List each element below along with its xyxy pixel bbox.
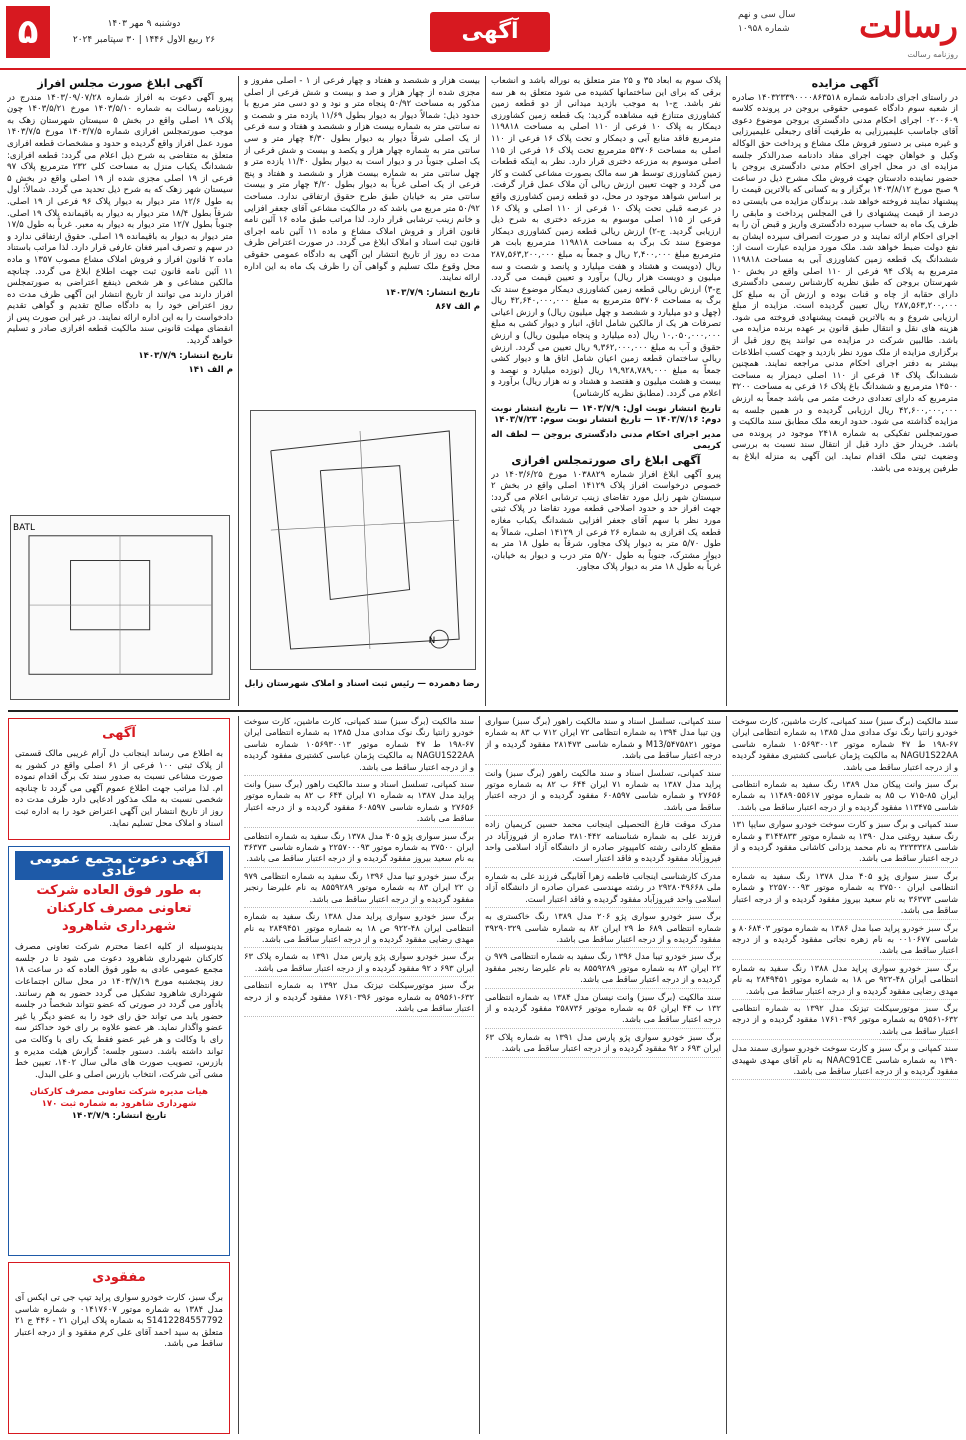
issue-label: شماره ۱۰۹۵۸ bbox=[738, 24, 790, 34]
assembly-invitation bbox=[8, 846, 230, 1256]
lost-item: برگ سبز موتورسیکلت تیزتک مدل ۱۳۹۲ به شماره انتظامی ۶۳۲-۵۹۵۶۱ به شماره موتور ۱۷۶۱۰۳۹۶ مفقود گردیده و از درجه اعتبار ساقط می باشد. bbox=[732, 1003, 958, 1040]
column-expert-report bbox=[491, 76, 721, 706]
column-divider bbox=[726, 76, 727, 706]
lost-item: برگ سبز خودرو سواری پژو پارس مدل ۱۳۹۱ به شماره پلاک ۶۳ ایران ۶۹۳ د ۹۲ مفقود گردیده و از درجه اعتبار ساقط می باشد. bbox=[244, 951, 474, 977]
lost-item: برگ سبز خودرو سواری پراید مدل ۱۳۸۸ رنگ سفید به شماره انتظامی ایران ۴۸-۹۲۲ ص ۱۸ به شماره موتور ۲۸۴۹۴۵۱ به نام مهدی رضایی مفقود گردیده و از درجه اعتبار ساقط می باشد. bbox=[244, 911, 474, 948]
zabol-signature bbox=[244, 676, 480, 706]
assembly-signature: هیات مدیره شرکت تعاونی مصرف کارکنان شهرداری شاهرود به شماره ثبت ۱۷۰ bbox=[29, 1087, 209, 1109]
plan-title-label: BATL bbox=[13, 522, 35, 533]
zabol-notice-body: بیست هزار و ششصد و هفتاد و چهار فرعی از ۱ - اصلی مفروز و مجزی شده از چهار هزار و صد و بیست و شش فرعی از اصلی مذکور به مساحت ۵۰/۹۲ پنجاه متر و نود و دو دسی متر مربع با حدود ذیل: شمالاً دیوار به دیوار بطول ۱۱/۶۹ یازده متر و شصت و نه سانتی متر به شماره بیست هزار و ششصد و هفتاد و سه فرعی از یک اصلی شرقاً دیوار به دیوار بطول ۴/۳۰ چهار متر و سی سانتی متر به شماره چهار هزار و یکصد و بیست و شش فرعی از یک اصلی جنوباً در و دیوار است به دیوار بطول ۱۱/۴۰ یازده متر و چهل سانتی متر به شماره بیست هزار و ششصد و هفتاد و پنج فرعی از یک اصلی غرباً به دیوار بطول ۴/۲۰ چهار متر و بیست سانتی متر به خیابان طبق طرح حقوق ارتفاقی ندارد. مساحت ۵۰/۹۲ متر مربع می باشد که در مالکیت مشاعی آقای جعفر افزایی و خانم زینب ترشابی قرار دارد. لذا مراتب طبق ماده ۱۶ آئین نامه قانون افراز و فروش املاک مشاع و ماده ۱۱ آئین نامه اجرای قانون ثبت اسناد و املاک ابلاغ می گردد. در صورت اعتراض ظرف مدت ده روز از تاریخ انتشار این آگهی به دادگاه عمومی حقوقی محل وقوع ملک تسلیم و گواهی آن را ظرف یک ماه به این اداره ارائه نمایند. bbox=[244, 76, 480, 284]
lost-item: برگ سبز وانت پیکان مدل ۱۳۸۹ رنگ سفید به شماره انتظامی ایران ۸۵-۷۱۵ ب ۸۵ به شماره موتور ۱۱۴۸۹۰۵۵۶۱۷ به شماره شاسی ۱۱۳۴۷۵ مفقود گردیده و از درجه اعتبار ساقط می باشد. bbox=[732, 779, 958, 816]
lost-item: برگ سبز خودرو سواری پژو پارس مدل ۱۳۹۱ به شماره پلاک ۶۳ ایران ۶۹۳ د ۹۲ مفقود گردیده و از درجه اعتبار ساقط می باشد. bbox=[485, 1032, 721, 1058]
expert-report-signature: مدیر اجرای احکام مدنی دادگستری بروجن — لطف اله کریمی bbox=[491, 429, 721, 452]
assembly-date: تاریخ انتشار: ۱۴۰۳/۷/۹ bbox=[71, 1110, 167, 1121]
column-auction-notice bbox=[732, 76, 958, 776]
date-block bbox=[54, 16, 234, 48]
lost-item: سند کمپانی، تسلسل اسناد و سند مالکیت راهور (برگ سبز) سواری ون تیبا مدل ۱۳۹۴ به شماره انتظامی ۷۲ ایران ۷۱۲ ب ۸۳ به شماره موتور M13/۵۴۷۵۸۲۱ و شماره شاسی ۲۸۱۴۷۳ مفقود گردیده و از درجه اعتبار ساقط می باشد. bbox=[485, 716, 721, 765]
lost-documents-column-middle bbox=[485, 716, 721, 1434]
partition-ruling-title: آگهی ابلاغ رای صورتمجلس افرازی bbox=[511, 454, 701, 467]
plan-north-label: N bbox=[428, 636, 436, 647]
site-plan-zabol bbox=[250, 410, 476, 670]
notice-box-general bbox=[8, 718, 230, 840]
assembly-banner: آگهی دعوت مجمع عمومی عادی bbox=[15, 851, 223, 880]
lost-notice-body: برگ سبز، کارت خودرو سواری پراید تیپ جی تی ایکس آی مدل ۱۳۸۴ به شماره موتور ۰۱۴۱۷۶۰۷ و شماره شاسی S1412284557792 به شماره پلاک ایران ۲۱ - ۴۴۶ ج ۲۱ متعلق به سید احمد آقای علی کرم مفقود و از درجه اعتبار ساقط می باشد. bbox=[15, 1293, 224, 1350]
partition-ruling-body: پیرو آگهی ابلاغ افراز شماره ۱۰۳۸۸۲۹ مورخ ۱۴۰۳/۶/۲۵ در خصوص درخواست افراز پلاک ۱۴۱۲۹ اصلی واقع در بخش ۲ سیستان شهر زابل مورد تقاضای زینب ترشابی اعلام می گردد: جهت افراز حد و حدود اصلاحی قطعه مورد تقاضا در پلاک ثبتی مورد نظر با سهم آقای جعفر افزایی ششدانگ یکباب مغازه قطعه یک افرازی به شماره ۲۶ فرعی از ۱۴۱۲۹ اصلی، شمالاً به طول ۵/۷۰ متر به دیوار پلاک مجاور، شرقاً به طول ۱۸ متر به دیوار مشترک، جنوباً به طول ۵/۷۰ متر درب و دیوار به خیابان، غرباً به طول ۱۸ متر به دیوار پلاک مجاور. bbox=[491, 469, 721, 573]
column-divider bbox=[238, 716, 239, 1434]
brand-name: رسالت bbox=[858, 6, 958, 46]
site-plan-drawing-2 bbox=[11, 516, 229, 699]
zabol-notice-date: تاریخ انتشار: ۱۴۰۳/۷/۹ bbox=[385, 287, 480, 298]
auction-notice-body: در راستای اجرای دادنامه شماره ۱۴۰۳۲۳۳۹۰۰۰۰۸۶۳۵۱۸ صادره از شعبه سوم دادگاه عمومی حقوقی بروجن در پرونده کلاسه ۰۲۰۰۶۰۹ اجرای احکام مدنی دادگستری بروجن موضوع دعوی آقای جاماسب علیمیرزایی به طرفیت آقای رجبعلی علیمیرزایی و غیره مبنی بر دستور فروش ملک مشاع و پرداخت حق الوکاله وکیل و خواهان جهت اجرای مفاد دادنامه صدرالذکر جلسه مزایده ای در محل اجرای احکام مدنی دادگستری بروجن با حضور نماینده دادستان جهت فروش ملک مشرح ذیل در ساعت ۹ صبح مورخ ۱۴۰۳/۸/۱۲ برگزار و به کسانی که بالاترین قیمت را پیشنهاد نمایند فروخته خواهد شد. برندگان مزایده می بایستی ده درصد از قیمت پیشنهادی را فی المجلس پرداخت و مابقی را ظرف یک ماه به حساب سپرده دادگستری واریز و قبض آن را به اجرای احکام ارائه نمایند و در صورت انصراف سپرده ایشان به نفع دولت ضبط خواهد شد. ملک مورد مزایده عبارت است از: ششدانگ یک قطعه زمین کشاورزی آبی به مساحت ۱۱۹۸۱۸ مترمربع به پلاک ۹۴ فرعی از ۱۱۰ اصلی واقع در بخش ۱۰ شهرستان بروجن که طبق نظریه کارشناس رسمی دادگستری دارای حقابه از چاه و قنات بوده و ارزش آن به مبلغ کل ۲۸۷,۵۶۳,۲۰۰,۰۰۰ ریال تعیین گردیده است. مزایده از مبلغ ارزیابی شروع و به بالاترین قیمت پیشنهادی فروخته می شود. هزینه های نقل و انتقال طبق قانون بر عهده برنده مزایده می باشد. طالبین شرکت در مزایده می توانند پنج روز قبل از برگزاری مزایده از ملک مورد نظر بازدید و جهت کسب اطلاعات بیشتر به دفتر اجرای احکام مدنی مراجعه نمایند. همچنین ششدانگ پلاک ۱۴ فرعی از ۱۱۰ اصلی دیمزار به مساحت ۱۴۵۰۰ مترمربع و ششدانگ باغ پلاک ۱۶ فرعی به مساحت ۳۲۰۰ مترمربع که دارای تعدادی درخت مثمر می باشد جمعاً به ارزش ۴۲,۶۰۰,۰۰۰,۰۰۰ ریال ارزیابی گردیده و در همین جلسه به مزایده گذاشته می شود. حدود اربعه ملک مطابق سند مالکیت و صورتمجلس تفکیکی به شماره ۲۴۱۸ موجود در پرونده می باشد. خریدار حق دارد قبل از انتقال سند نسبت به بررسی وضعیت ثبتی ملک اقدام نماید. این آگهی به منزله ابلاغ به طرفین پرونده می باشد. bbox=[732, 92, 958, 474]
notice-box-body: به اطلاع می رساند اینجانب دل آرام غریبی مالک قسمتی از پلاک ثبتی ۱۰۰ فرعی از ۶۱ اصلی واقع در کشور به صورت مشاعی نسبت به صدور سند تک برگ اقدام نموده ام. لذا مراتب جهت اطلاع عموم آگهی می گردد تا چنانچه شخصی نسبت به ملک مذکور ادعایی دارد ظرف مدت ده روز از تاریخ انتشار این آگهی اعتراض خود را به اداره ثبت اسناد و املاک محل تسلیم نماید. bbox=[15, 749, 223, 829]
lost-item: مدرک موقت فارغ التحصیلی اینجانب محمد حسین کریمیان زاده فرزند علی به شماره شناسنامه ۳۸۱۰۴۴۲ صادره از فیروزآباد در مقطع کاردانی رشته کامپیوتر صادره از دانشگاه آزاد اسلامی واحد فیروزآباد مفقود گردیده و فاقد اعتبار است. bbox=[485, 819, 721, 868]
lost-documents-column-right bbox=[732, 716, 958, 1434]
lost-item: سند مالکیت (برگ سبز) سند کمپانی، کارت ماشین، کارت سوخت خودرو زانتیا رنگ نوک مدادی مدل ۱۳۸۵ به شماره انتظامی ایران ۶۷-۱۹۸ ط ۴۷ شماره موتور ۱۰۵۶۹۳۰۰۱۳ شماره شاسی NAGU1S22AA به مالکیت پژمان عباسی کشتیری مفقود گردیده و از درجه اعتبار ساقط می باشد. bbox=[732, 716, 958, 776]
lost-item: سند کمپانی، تسلسل اسناد و سند مالکیت راهور (برگ سبز) وانت پراید مدل ۱۳۸۷ به شماره ۷۱ ایران ۶۴۴ ب ۸۲ به شماره موتور ۲۷۶۵۶ و شماره شاسی ۶۰۸۵۹۷ مفقود گردیده و از درجه اعتبار ساقط می باشد. bbox=[244, 779, 474, 828]
lost-item: برگ سبز خودرو تیبا مدل ۱۳۹۶ رنگ سفید به شماره انتظامی ۹۷۹ ن ۲۲ ایران ۸۳ به شماره موتور ۸۵۵۹۲۸۹ به نام علیرضا رنجبر مفقود گردیده و از درجه اعتبار ساقط می باشد. bbox=[244, 871, 474, 908]
auction-notice-title: آگهی مزایده bbox=[811, 77, 879, 90]
column-divider bbox=[726, 716, 727, 1434]
column-divider bbox=[485, 76, 486, 706]
column-zabol-notice bbox=[244, 76, 480, 406]
lost-notice-box bbox=[8, 1262, 230, 1434]
site-plan-zahak bbox=[10, 515, 230, 700]
lost-item: سند مالکیت (برگ سبز) وانت نیسان مدل ۱۳۸۴ به شماره انتظامی ۱۳۲ ب ۴۴ ایران ۵۶ به شماره موتور ۲۵۸۷۳۶ مفقود گردیده و از درجه اعتبار ساقط می باشد. bbox=[485, 992, 721, 1029]
lost-item: مدرک کارشناسی اینجانب فاطمه زهرا آقابیگی فرزند علی به شماره ملی ۲۹۲۸۰۴۹۶۶۸ در رشته مهندسی عمران صادره از دانشگاه آزاد اسلامی واحد فیروزآباد مفقود گردیده و فاقد اعتبار است. bbox=[485, 871, 721, 908]
lost-item: سند کمپانی و برگ سبز و کارت سوخت خودرو سواری سمند مدل ۱۳۹۰ به شماره شاسی NAAC91CE به نام آقای مهدی شهیدی مفقود گردیده و از درجه اعتبار ساقط می باشد. bbox=[732, 1043, 958, 1080]
lost-item: سند کمپانی و برگ سبز و کارت سوخت خودرو سواری سایپا ۱۳۱ رنگ سفید روغنی مدل ۱۳۹۰ به شماره موتور ۳۱۴۴۸۳۳ و شماره شاسی ۳۲۳۳۳۲۸ به نام محمد یزدانی کاشانی مفقود گردیده و از درجه اعتبار ساقط می باشد. bbox=[732, 819, 958, 868]
masthead bbox=[0, 0, 966, 70]
zabol-registry-head: رضا دهمرده — رئیس ثبت اسناد و املاک شهرستان زابل bbox=[244, 679, 480, 689]
expert-report-body: پلاک سوم به ابعاد ۳۵ و ۲۵ متر متعلق به نوراله باشد و انشعاب برقی که برای این ساختمانها کشیده می شود متعلق به هر سه نفر باشد. ج-۱ به موجب بازدید میدانی از دو قطعه زمین کشاورزی متنازع فیه مشاهده گردید: یک قطعه زمین کشاورزی دیمکار به پلاک ۱۰ فرعی از ۱۱۰ اصلی به مساحت ۱۱۹۸۱۸ مترمربع فاقد منابع آبی و دیمکار و تحت پلاک ۱۶ فرعی از ۱۱۰ اصلی به مساحت ۵۳۷۰۶ مترمربع تحت پلاک ۱۶ فرعی از ۱۱۵ اصلی موسوم به مزرعه دختری قرار دارد. نظر به اینکه قطعات زمین کشاورزی توسط هر سه مالک بصورت مشاعی کشت و کار می گردد و جهت تعیین ارزش ریالی آن ملاک عمل قرار گرفت. بر اساس شواهد موجود در محل، دو قطعه زمین کشاورزی واقع در عرصه قبلی تحت پلاک ۱۰ فرعی از ۱۱۰ اصلی و پلاک ۱۶ فرعی از ۱۱۵ اصلی موسوم به مزرعه دختری به شرح ذیل ارزیابی گردید. ج-۲) ارزش ریالی قطعه زمین کشاورزی دیمکار موضوع سند تک برگ به مساحت ۱۱۹۸۱۸ مترمربع بابت هر مترمربع مبلغ ۲,۴۰۰,۰۰۰ ریال و جمعاً به مبلغ ۲۸۷,۵۶۳,۲۰۰,۰۰۰ ریال (دویست و هشتاد و هفت میلیارد و پانصد و شصت و سه میلیون و دویست هزار ریال) برآورد و تعیین قیمت می گردد. ج-۳) ارزش ریالی قطعه زمین کشاورزی دیمکار موضوع سند تک برگ به مساحت ۵۳۷۰۶ مترمربع به مبلغ ۴۲,۶۴۰,۰۰۰,۰۰۰ ریال (چهل و دو میلیارد و ششصد و چهل میلیون ریال) و ارزش اعیانی تصرفات هر یک از مالکین شامل اتاق، انبار و دیوار کشی به مبلغ ۱۰,۰۵۰,۰۰۰,۰۰۰ ریال (ده میلیارد و پنجاه میلیون ریال) و ارزش حقوق و آب به مبلغ ۹,۳۶۲,۰۰۰,۰۰۰ ریال تعیین می گردد. ارزش ریالی ساختمان قطعه زمین اعیان شامل اتاق ها و دیوار کشی جمعاً به مبلغ ۱۹,۹۲۸,۷۸۹,۰۰۰ ریال (نوزده میلیارد و نهصد و بیست و هشت میلیون و هفتصد و هشتاد و نه هزار ریال) برآورد و اعلام می گردد. (مطابق نظریه کارشناس) bbox=[491, 76, 721, 400]
assembly-title: به طور فوق العاده شرکت تعاونی مصرف کارکنان شهرداری شاهرود bbox=[36, 883, 202, 935]
date-hijri-gregorian: ۲۶ ربیع الاول ۱۴۴۶ | ۳۰ سپتامبر ۲۰۲۴ bbox=[72, 35, 216, 45]
lost-item: سند مالکیت (برگ سبز) سند کمپانی، کارت ماشین، کارت سوخت خودرو زانتیا رنگ نوک مدادی مدل ۱۳۸۵ به شماره انتظامی ایران ۶۷-۱۹۸ ط ۴۷ شماره موتور ۱۰۵۶۹۳۰۰۱۳ شماره شاسی NAGU1S22AA به مالکیت پژمان عباسی کشتیری مفقود گردیده و از درجه اعتبار ساقط می باشد. bbox=[244, 716, 474, 776]
zabol-notice-ref: م الف ۸۶۷ bbox=[435, 302, 480, 313]
site-label: روزنامه رسالت bbox=[907, 50, 958, 59]
zahak-notice-ref: م الف ۱۴۱ bbox=[188, 365, 233, 376]
section-title: آگهی bbox=[430, 12, 550, 52]
column-divider bbox=[238, 76, 239, 706]
section-divider bbox=[8, 710, 958, 712]
lost-item: برگ سبز خودرو سواری پراید مدل ۱۳۸۸ رنگ سفید به شماره انتظامی ایران ۴۸-۹۲۲ ص ۱۸ به شماره موتور ۲۸۴۹۴۵۱ به نام مهدی رضایی مفقود گردیده و از درجه اعتبار ساقط می باشد. bbox=[732, 963, 958, 1000]
lost-item: برگ سبز خودرو پراید صبا مدل ۱۳۸۶ به شماره موتور ۸۰۶۸۴۰۳ و شاسی ۰۰۱۰۶۷۷ به نام زهره نجاتی مفقود گردیده و از درجه اعتبار ساقط می باشد. bbox=[732, 923, 958, 960]
lost-notice-title: مفقودی bbox=[92, 1270, 146, 1285]
assembly-body: بدینوسیله از کلیه اعضا محترم شرکت تعاونی مصرف کارکنان شهرداری شاهرود دعوت می شود تا در جلسه مجمع عمومی عادی به طور فوق العاده که در ساعت ۱۸ روز پنجشنبه مورخ ۱۴۰۳/۷/۱۹ در محل سالن اجتماعات شهرداری شاهرود تشکیل می گردد حضور به هم رسانند. یادآور می گردد در صورتی که عضو نتواند شخصاً در جلسه حضور یابد می تواند حق رای خود را به عضو دیگر یا غیر عضو واگذار نماید. هر عضو علاوه بر رای خود حداکثر سه رای با وکالت و هر غیر عضو فقط یک رای با وکالت می تواند داشته باشد. دستور جلسه: گزارش هیئت مدیره و بازرس، تصویب صورت های مالی سال ۱۴۰۲، تعیین خط مشی آتی شرکت، انتخاب بازرس اصلی و علی البدل. bbox=[15, 942, 224, 1080]
lost-item: برگ سبز سواری پژو ۴۰۵ مدل ۱۳۷۸ رنگ سفید به شماره انتظامی ایران ۳۷۵۰۰ به شماره موتور ۲۲۵۷۰۰۰۹۳ و شماره شاسی ۳۶۳۷۳ به نام سعید بیروز مفقود گردیده و از درجه اعتبار ساقط می باشد. bbox=[244, 831, 474, 868]
page-number: ۵ bbox=[6, 6, 50, 58]
lost-item: برگ سبز خودرو سواری پژو ۲۰۶ مدل ۱۳۸۹ رنگ خاکستری به شماره انتظامی ۶۸۹ ط ۲۹ ایران ۸۲ به شماره شاسی ۳۹۲۹۰۳۲۹ مفقود گردیده و از درجه اعتبار ساقط می باشد. bbox=[485, 911, 721, 948]
column-divider bbox=[479, 716, 480, 1434]
date-persian: دوشنبه ۹ مهر ۱۴۰۳ bbox=[107, 19, 181, 29]
publication-dates: تاریخ انتشار نوبت اول: ۱۴۰۳/۷/۹ — تاریخ انتشار نوبت دوم: ۱۴۰۳/۷/۱۶ — تاریخ انتشار نوبت سوم: ۱۴۰۳/۷/۲۳ bbox=[491, 403, 721, 426]
zahak-notice-body: پیرو آگهی دعوت به افراز شماره ۱۴۰۳/۰۹/۰۷/۲۸ مندرج در روزنامه رسالت به شماره ۱۴۰۳/۵/۱۰ مورخ ۱۴۰۳/۵/۲۱ چون پلاک ۱۹ اصلی واقع در بخش ۵ سیستان شهرستان زهک به موجب صورتمجلس افرازی شماره ۱۴۰۳/۷/۵ مورخ ۱۴۰۳/۷/۵ مورد عمل افراز واقع گردیده و حدود و مشخصات قطعه افرازی متعلق به متقاضی به شرح ذیل اعلام می گردد: قطعه افرازی: ششدانگ یکباب منزل به مساحت کلی ۲۳۲ مترمربع پلاک ۹۷ فرعی از ۱۹ اصلی مجزی شده از ۱۹ اصلی واقع در بخش ۵ سیستان شهر زهک که به شرح ذیل تحدید می گردد. شمالاً: اول به طول ۱۲/۶ متر دیوار به دیوار پلاک ۹۶ فرعی از ۱۹ اصلی. شرقاً بطول ۱۸/۴ متر دیوار به دیوار به باقیمانده پلاک ۱۹ اصلی. جنوباً بطول ۱۲/۷ متر دیوار به دیوار به معبر. غرباً به طول ۱۷/۵ متر دیوار به دیوار به باقیمانده ۱۹ اصلی. حقوق ارتفاقی ندارد و در سهم و تصرف امیر فغان عارفی قرار دارد. لذا مراتب باستناد ماده ۲ قانون افراز و فروش املاک مشاع مصوب ۱۳۵۷ و ماده ۱۱ آئین نامه قانون ثبت جهت اطلاع ابلاغ می گردد. چنانچه مالکین مشاعی و هر شخص ذینفع اعتراضی به صورتمجلس افراز دارند می توانند از تاریخ انتشار این آگهی ظرف مدت ده روز اعتراض خود را به دادگاه صالح تقدیم و گواهی تقدیم دادخواست را به این اداره ارائه نمایند. در غیر این صورت پس از انقضای مهلت قانونی سند مالکیت قطعه افرازی صادر و تسلیم خواهد گردید. bbox=[7, 92, 233, 347]
lost-item: برگ سبز سواری پژو ۴۰۵ مدل ۱۳۷۸ رنگ سفید به شماره انتظامی ایران ۳۷۵۰۰ به شماره موتور ۲۲۵۷۰۰۰۹۳ و شماره شاسی ۳۶۳۷۳ به نام سعید بیروز مفقود گردیده و از درجه اعتبار ساقط می باشد. bbox=[732, 871, 958, 920]
lost-documents-column-left bbox=[244, 716, 474, 1434]
zahak-notice-title: آگهی ابلاغ صورت مجلس افراز bbox=[37, 77, 203, 90]
lost-item: برگ سبز موتورسیکلت تیزتک مدل ۱۳۹۲ به شماره انتظامی ۶۳۲-۵۹۵۶۱ به شماره موتور ۱۷۶۱۰۳۹۶ مفقود گردیده و از درجه اعتبار ساقط می باشد. bbox=[244, 980, 474, 1017]
lost-item: برگ سبز خودرو تیبا مدل ۱۳۹۶ رنگ سفید به شماره انتظامی ۹۷۹ ن ۲۲ ایران ۸۳ به شماره موتور ۸۵۵۹۲۸۹ به نام علیرضا رنجبر مفقود گردیده و از درجه اعتبار ساقط می باشد. bbox=[485, 951, 721, 988]
newspaper-logo[interactable] bbox=[730, 6, 958, 64]
year-label: سال سی و نهم bbox=[738, 10, 796, 20]
site-plan-drawing bbox=[251, 411, 475, 669]
lost-item: سند کمپانی، تسلسل اسناد و سند مالکیت راهور (برگ سبز) وانت پراید مدل ۱۳۸۷ به شماره ۷۱ ایران ۶۴۴ ب ۸۲ به شماره موتور ۲۷۶۵۶ و شماره شاسی ۶۰۸۵۹۷ مفقود گردیده و از درجه اعتبار ساقط می باشد. bbox=[485, 768, 721, 817]
column-zahak-notice bbox=[7, 76, 233, 506]
zahak-notice-date: تاریخ انتشار: ۱۴۰۳/۷/۹ bbox=[138, 350, 233, 361]
notice-box-title: آگهی bbox=[102, 726, 136, 741]
